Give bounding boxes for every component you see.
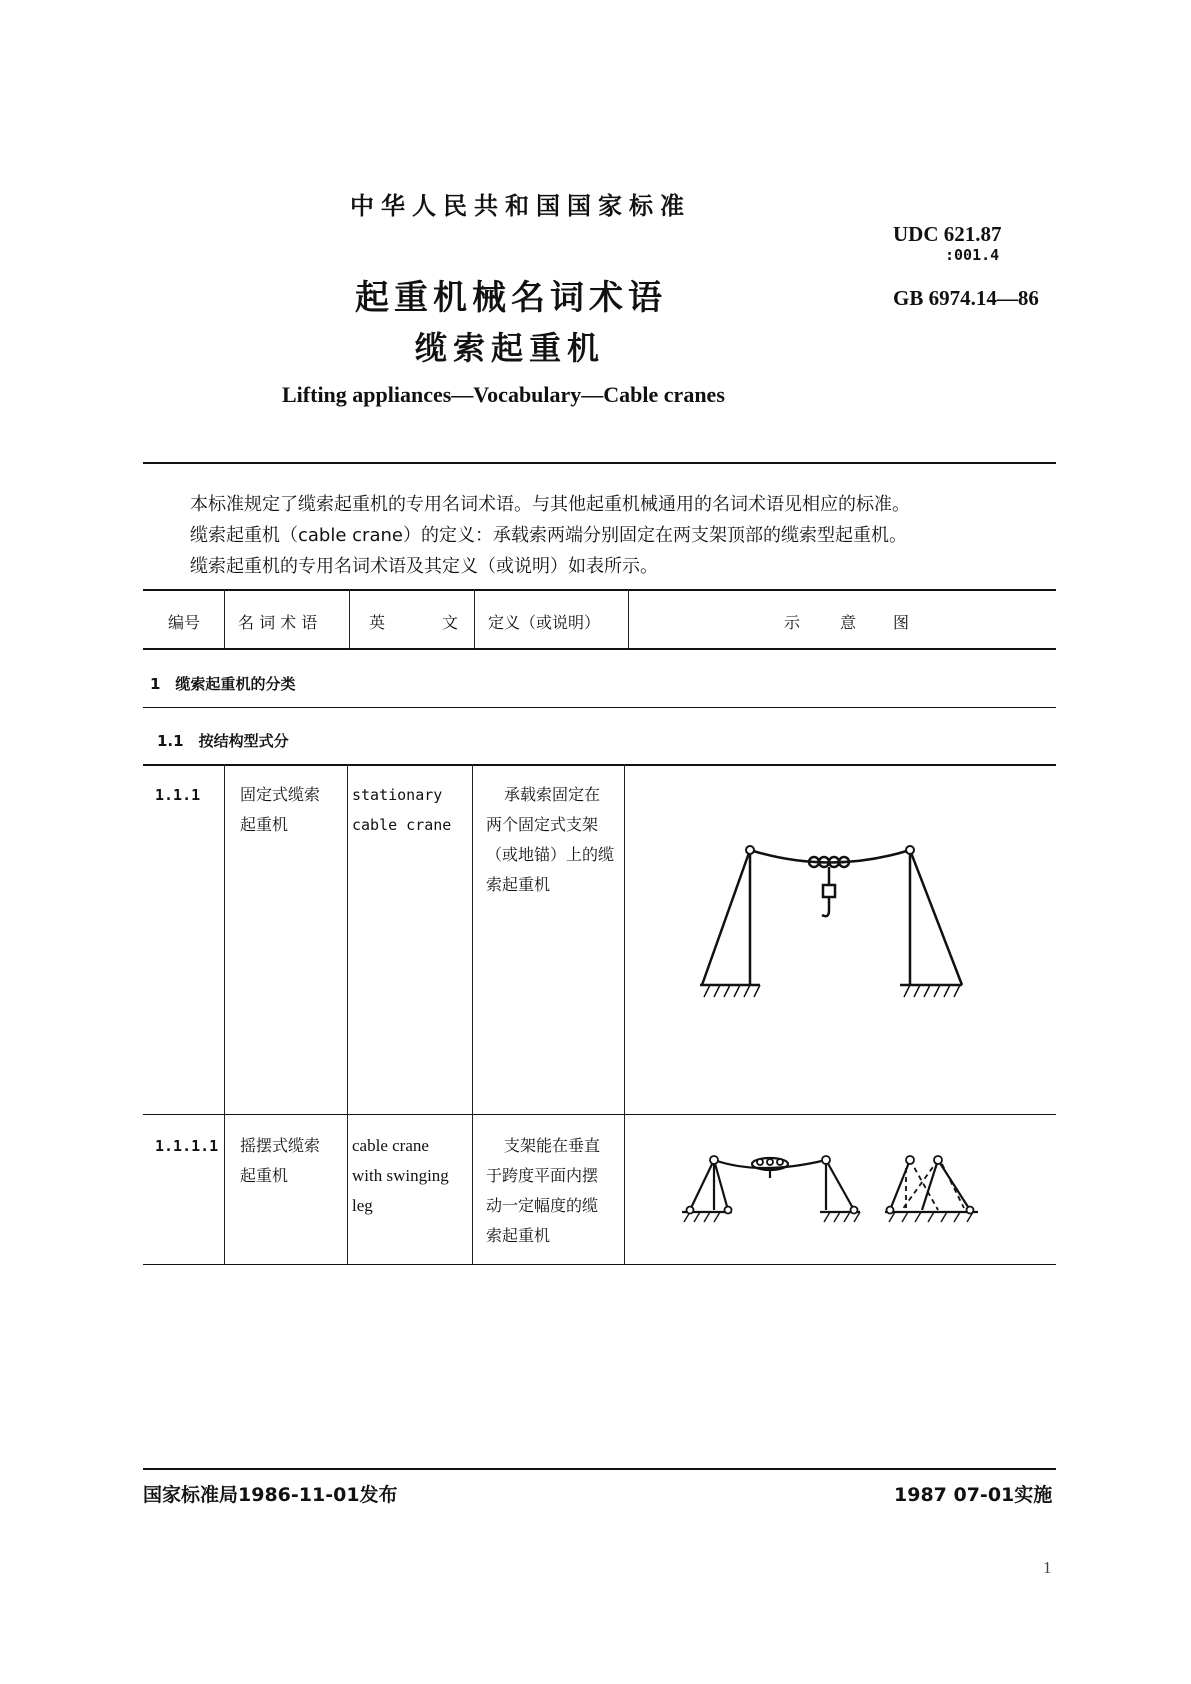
definition-line: 承载索固定在 [504,785,601,804]
definition-line: 索起重机 [486,875,551,894]
section-heading-1-1: 1.1 按结构型式分 [157,732,289,750]
udc-code: UDC 621.87 [893,222,1002,246]
swinging-leg-cable-crane-diagram [680,1150,980,1230]
intro-line-1: 本标准规定了缆索起重机的专用名词术语。与其他起重机械通用的名词术语见相应的标准。 [190,494,910,515]
col-divider [349,589,350,649]
english-line: cable crane [352,816,452,834]
header-diagram-a: 示 [784,613,801,632]
english-line: stationary [352,786,443,804]
row-definition [486,1131,600,1251]
term-line: 起重机 [240,815,289,834]
issue-date: 国家标准局1986-11-01发布 [143,1484,398,1506]
table-bottom-rule [143,1264,1056,1265]
col-divider [624,764,625,1264]
section-heading-1: 1 缆索起重机的分类 [150,675,296,693]
english-title: Lifting appliances—Vocabulary—Cable cranes [282,382,725,407]
term-line: 固定式缆索 [240,785,321,804]
header-diagram-c: 图 [893,613,910,632]
col-divider [224,764,225,1264]
section-rule [143,707,1056,708]
row-term [240,1131,320,1191]
gb-number: GB 6974.14—86 [893,286,1039,310]
definition-line: 支架能在垂直 [504,1136,601,1155]
udc-code-suffix: :001.4 [945,246,1000,264]
row-number: 1.1.1 [155,786,201,804]
definition-line: 动一定幅度的缆 [486,1196,599,1215]
header-definition: 定义（或说明） [488,613,601,632]
term-line: 摇摆式缆索 [240,1136,321,1155]
right-stay [910,850,962,985]
footer-rule [143,1468,1056,1470]
english-line: cable crane [352,1136,429,1155]
row-definition [486,780,614,900]
term-line: 起重机 [240,1166,289,1185]
definition-line: 于跨度平面内摆 [486,1166,599,1185]
document-title: 起重机械名词术语 [355,278,667,318]
document-subtitle: 缆索起重机 [415,329,606,367]
implementation-date: 1987 07-01实施 [894,1484,1053,1506]
intro-line-2: 缆索起重机（cable crane）的定义：承载索两端分别固定在两支架顶部的缆索型起重机。 [190,525,907,546]
row-rule [143,1114,1056,1115]
left-stay [702,850,750,985]
header-number: 编号 [168,613,201,632]
title-divider [143,462,1056,464]
table-top-rule [143,589,1056,591]
row-number: 1.1.1.1 [155,1137,219,1155]
row-term [240,780,320,840]
header-english-a: 英 [369,613,386,632]
header-diagram-b: 意 [840,613,857,632]
col-divider [224,589,225,649]
definition-line: 索起重机 [486,1226,551,1245]
col-divider [472,764,473,1264]
col-divider [628,589,629,649]
header-bottom-rule [143,648,1056,650]
header-english-b: 文 [442,613,459,632]
country-standard-heading: 中华人民共和国国家标准 [350,192,691,220]
header-term: 名 词 术 语 [238,613,318,632]
definition-line: 两个固定式支架 [486,815,599,834]
row-english [352,780,451,840]
col-divider [474,589,475,649]
row-english [352,1131,449,1221]
section-rule [143,764,1056,766]
col-divider [347,764,348,1264]
page-number: 1 [1043,1558,1052,1577]
intro-line-3: 缆索起重机的专用名词术语及其定义（或说明）如表所示。 [190,556,658,577]
english-line: leg [352,1196,373,1215]
stationary-cable-crane-diagram [690,835,980,1015]
english-line: with swinging [352,1166,449,1185]
definition-line: （或地锚）上的缆 [486,845,615,864]
